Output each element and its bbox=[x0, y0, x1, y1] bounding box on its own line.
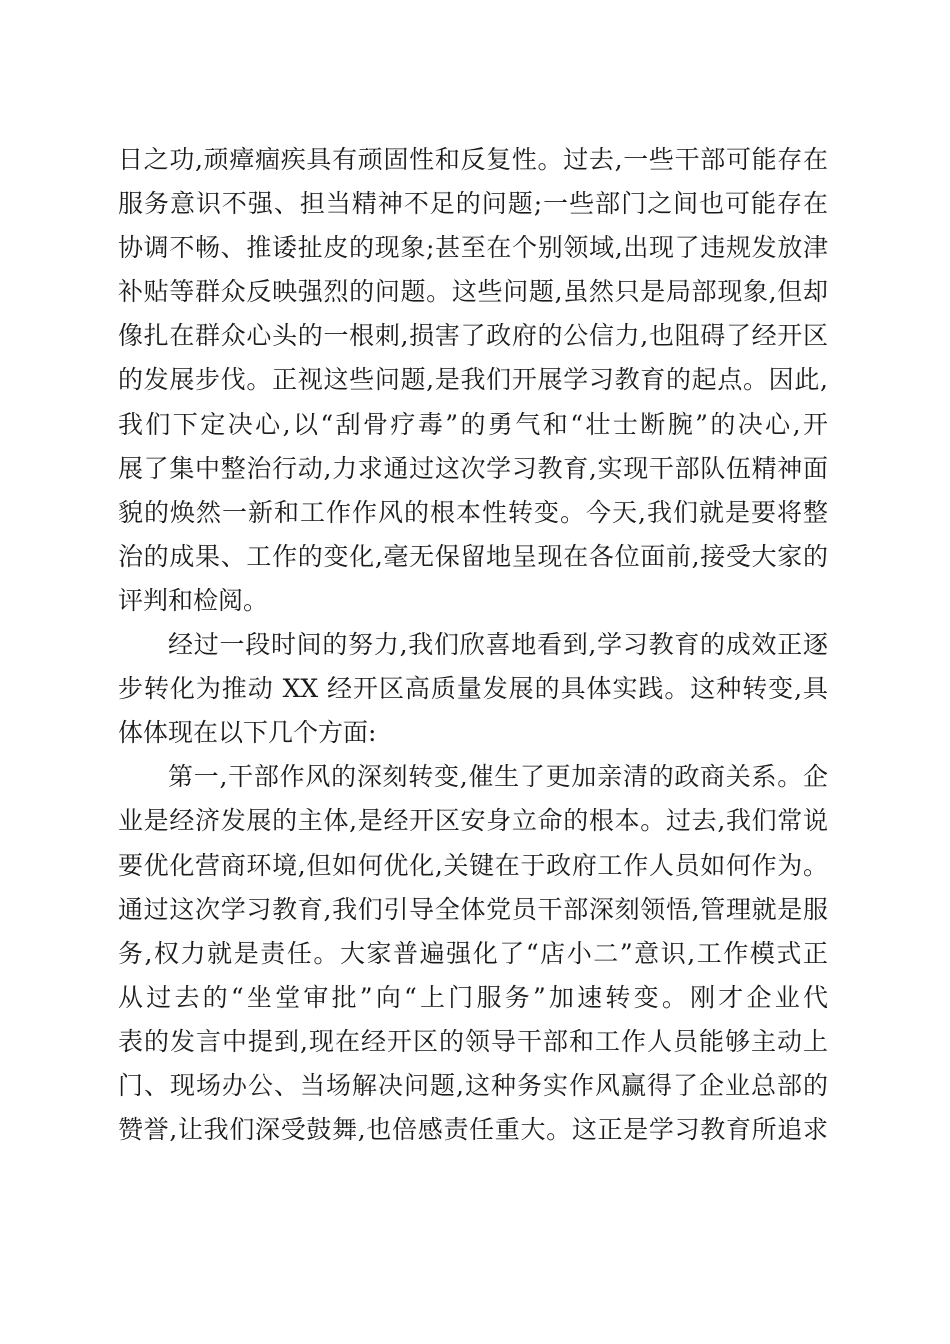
document-body bbox=[118, 138, 828, 1152]
text-line: 的发展步伐。正视这些问题,是我们开展学习教育的起点。因此, bbox=[118, 365, 828, 395]
text-line: 通过这次学习教育,我们引导全体党员干部深刻领悟,管理就是服 bbox=[118, 894, 828, 924]
text-line: 第一,干部作风的深刻转变,催生了更加亲清的政商关系。企 bbox=[168, 762, 828, 792]
paragraph-2 bbox=[118, 623, 828, 755]
paragraph-3 bbox=[118, 755, 828, 1152]
text-line: 步转化为推动 XX 经开区高质量发展的具体实践。这种转变,具 bbox=[118, 674, 828, 704]
text-line: 业是经济发展的主体,是经开区安身立命的根本。过去,我们常说 bbox=[118, 806, 828, 836]
text-line: 经过一段时间的努力,我们欣喜地看到,学习教育的成效正逐 bbox=[168, 630, 828, 660]
text-line: 貌的焕然一新和工作作风的根本性转变。今天,我们就是要将整 bbox=[118, 497, 828, 527]
text-line: 表的发言中提到,现在经开区的领导干部和工作人员能够主动上 bbox=[118, 1026, 828, 1056]
text-line: 治的成果、工作的变化,毫无保留地呈现在各位面前,接受大家的 bbox=[118, 541, 828, 571]
text-line: 门、现场办公、当场解决问题,这种务实作风赢得了企业总部的 bbox=[118, 1070, 828, 1100]
text-line: 像扎在群众心头的一根刺,损害了政府的公信力,也阻碍了经开区 bbox=[118, 321, 828, 351]
text-line: 我们下定决心,以“刮骨疗毒”的勇气和“壮士断腕”的决心,开 bbox=[118, 409, 828, 439]
text-line: 评判和检阅。 bbox=[118, 585, 269, 615]
text-line: 务,权力就是责任。大家普遍强化了“店小二”意识,工作模式正 bbox=[118, 938, 828, 968]
text-line: 赞誉,让我们深受鼓舞,也倍感责任重大。这正是学习教育所追求 bbox=[118, 1115, 828, 1145]
text-line: 服务意识不强、担当精神不足的问题;一些部门之间也可能存在 bbox=[118, 189, 828, 219]
paragraph-1 bbox=[118, 138, 828, 623]
text-line: 协调不畅、推诿扯皮的现象;甚至在个别领域,出现了违规发放津 bbox=[118, 233, 828, 263]
text-line: 体体现在以下几个方面: bbox=[118, 718, 377, 748]
text-line: 日之功,顽瘴痼疾具有顽固性和反复性。过去,一些干部可能存在 bbox=[118, 145, 828, 174]
text-line: 补贴等群众反映强烈的问题。这些问题,虽然只是局部现象,但却 bbox=[118, 277, 828, 307]
text-line: 从过去的“坐堂审批”向“上门服务”加速转变。刚才企业代 bbox=[118, 982, 828, 1012]
text-line: 要优化营商环境,但如何优化,关键在于政府工作人员如何作为。 bbox=[118, 850, 828, 880]
text-line: 展了集中整治行动,力求通过这次学习教育,实现干部队伍精神面 bbox=[118, 453, 828, 483]
